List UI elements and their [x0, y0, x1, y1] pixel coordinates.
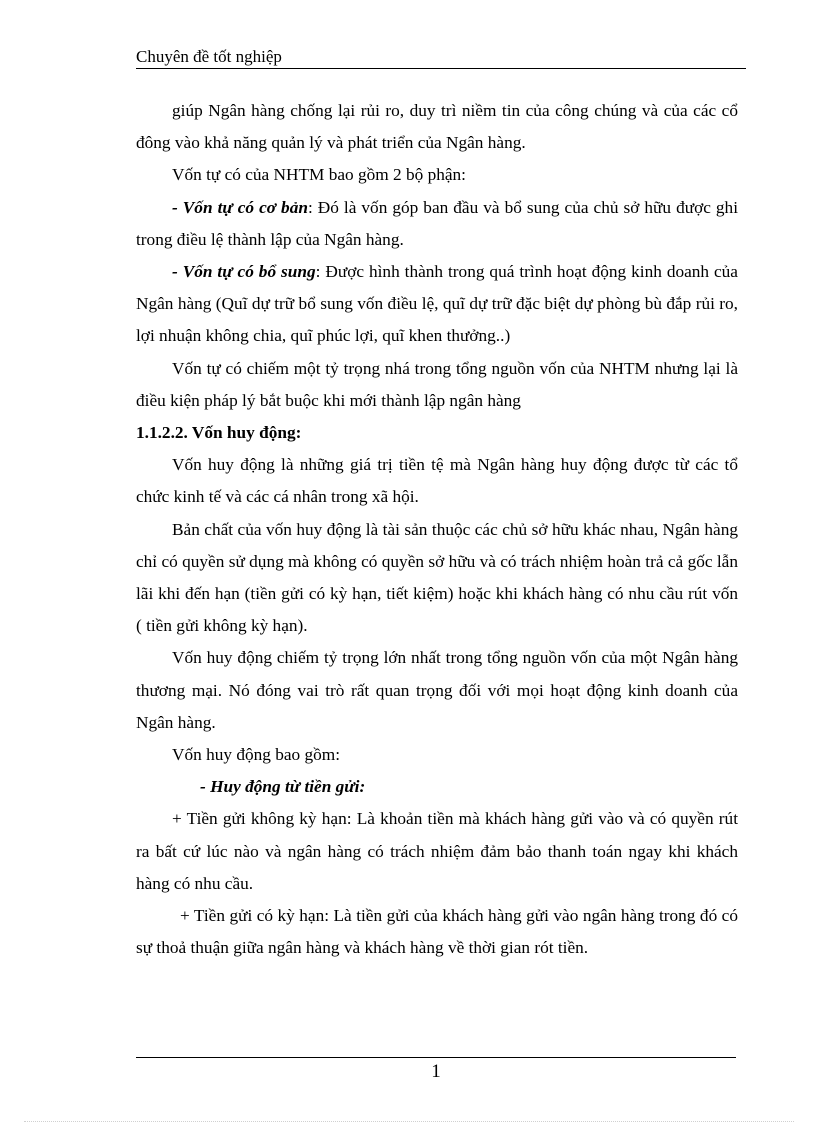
- header-divider: [136, 68, 746, 69]
- section-heading: 1.1.2.2. Vốn huy động:: [136, 423, 302, 443]
- footer-divider: [136, 1057, 736, 1058]
- paragraph: [136, 192, 738, 256]
- term-label: - Vốn tự có bổ sung: [172, 262, 316, 282]
- page-number: 1: [431, 1061, 441, 1082]
- running-header: Chuyên đề tốt nghiệp: [136, 47, 282, 66]
- paragraph: + Tiền gửi không kỳ hạn: Là khoản tiền mà khách hàng gửi vào và có quyền rút ra bất cứ lúc nào và ngân hàng có trách nhiệm đảm bảo thanh toán ngay khi khách hàng có nhu cầu.: [136, 809, 738, 893]
- paragraph: giúp Ngân hàng chống lại rủi ro, duy trì niềm tin của công chúng và của các cổ đông vào khả năng quản lý và phát triển của Ngân hàng.: [136, 101, 738, 153]
- term-label: - Vốn tự có cơ bản: [172, 197, 308, 217]
- paragraph: Bản chất của vốn huy động là tài sản thuộc các chủ sở hữu khác nhau, Ngân hàng chỉ có quyền sử dụng mà không có quyền sở hữu và có trách nhiệm hoàn trả cả gốc lẫn lãi khi đến hạn (tiền gửi có kỳ hạn, tiết kiệm) hoặc khi khách hàng có nhu cầu rút vốn ( tiền gửi không kỳ hạn).: [136, 519, 738, 636]
- page-edge: [24, 1121, 794, 1122]
- document-body: [136, 95, 738, 964]
- paragraph: + Tiền gửi có kỳ hạn: Là tiền gửi của khách hàng gửi vào ngân hàng trong đó có sự thoả thuận giữa ngân hàng và khách hàng về thời gian rót tiền.: [136, 906, 738, 958]
- paragraph: Vốn tự có của NHTM bao gồm 2 bộ phận:: [172, 165, 466, 185]
- term-definition: : Được hình thành trong quá trình hoạt động kinh doanh của Ngân hàng (Quĩ dự trữ bổ sung vốn điều lệ, quĩ dự trữ đặc biệt dự phòng bù đắp rủi ro, lợi nhuận không chia, quĩ phúc lợi, quĩ khen thưởng..): [136, 262, 738, 346]
- subsection-heading: - Huy động từ tiền gửi:: [200, 777, 366, 797]
- term-definition: : Đó là vốn góp ban đầu và bổ sung của chủ sở hữu được ghi trong điều lệ thành lập của Ngân hàng.: [136, 197, 739, 249]
- paragraph: Vốn huy động bao gồm:: [172, 745, 341, 765]
- paragraph: [136, 256, 738, 353]
- paragraph: Vốn tự có chiếm một tỷ trọng nhá trong tổng nguồn vốn của NHTM nhưng lại là điều kiện pháp lý bắt buộc khi mới thành lập ngân hàng: [136, 358, 738, 410]
- paragraph: Vốn huy động là những giá trị tiền tệ mà Ngân hàng huy động được từ các tổ chức kinh tế và các cá nhân trong xã hội.: [136, 455, 738, 507]
- paragraph: Vốn huy động chiếm tỷ trọng lớn nhất trong tổng nguồn vốn của một Ngân hàng thương mại. Nó đóng vai trò rất quan trọng đối với mọi hoạt động kinh doanh của Ngân hàng.: [136, 648, 738, 732]
